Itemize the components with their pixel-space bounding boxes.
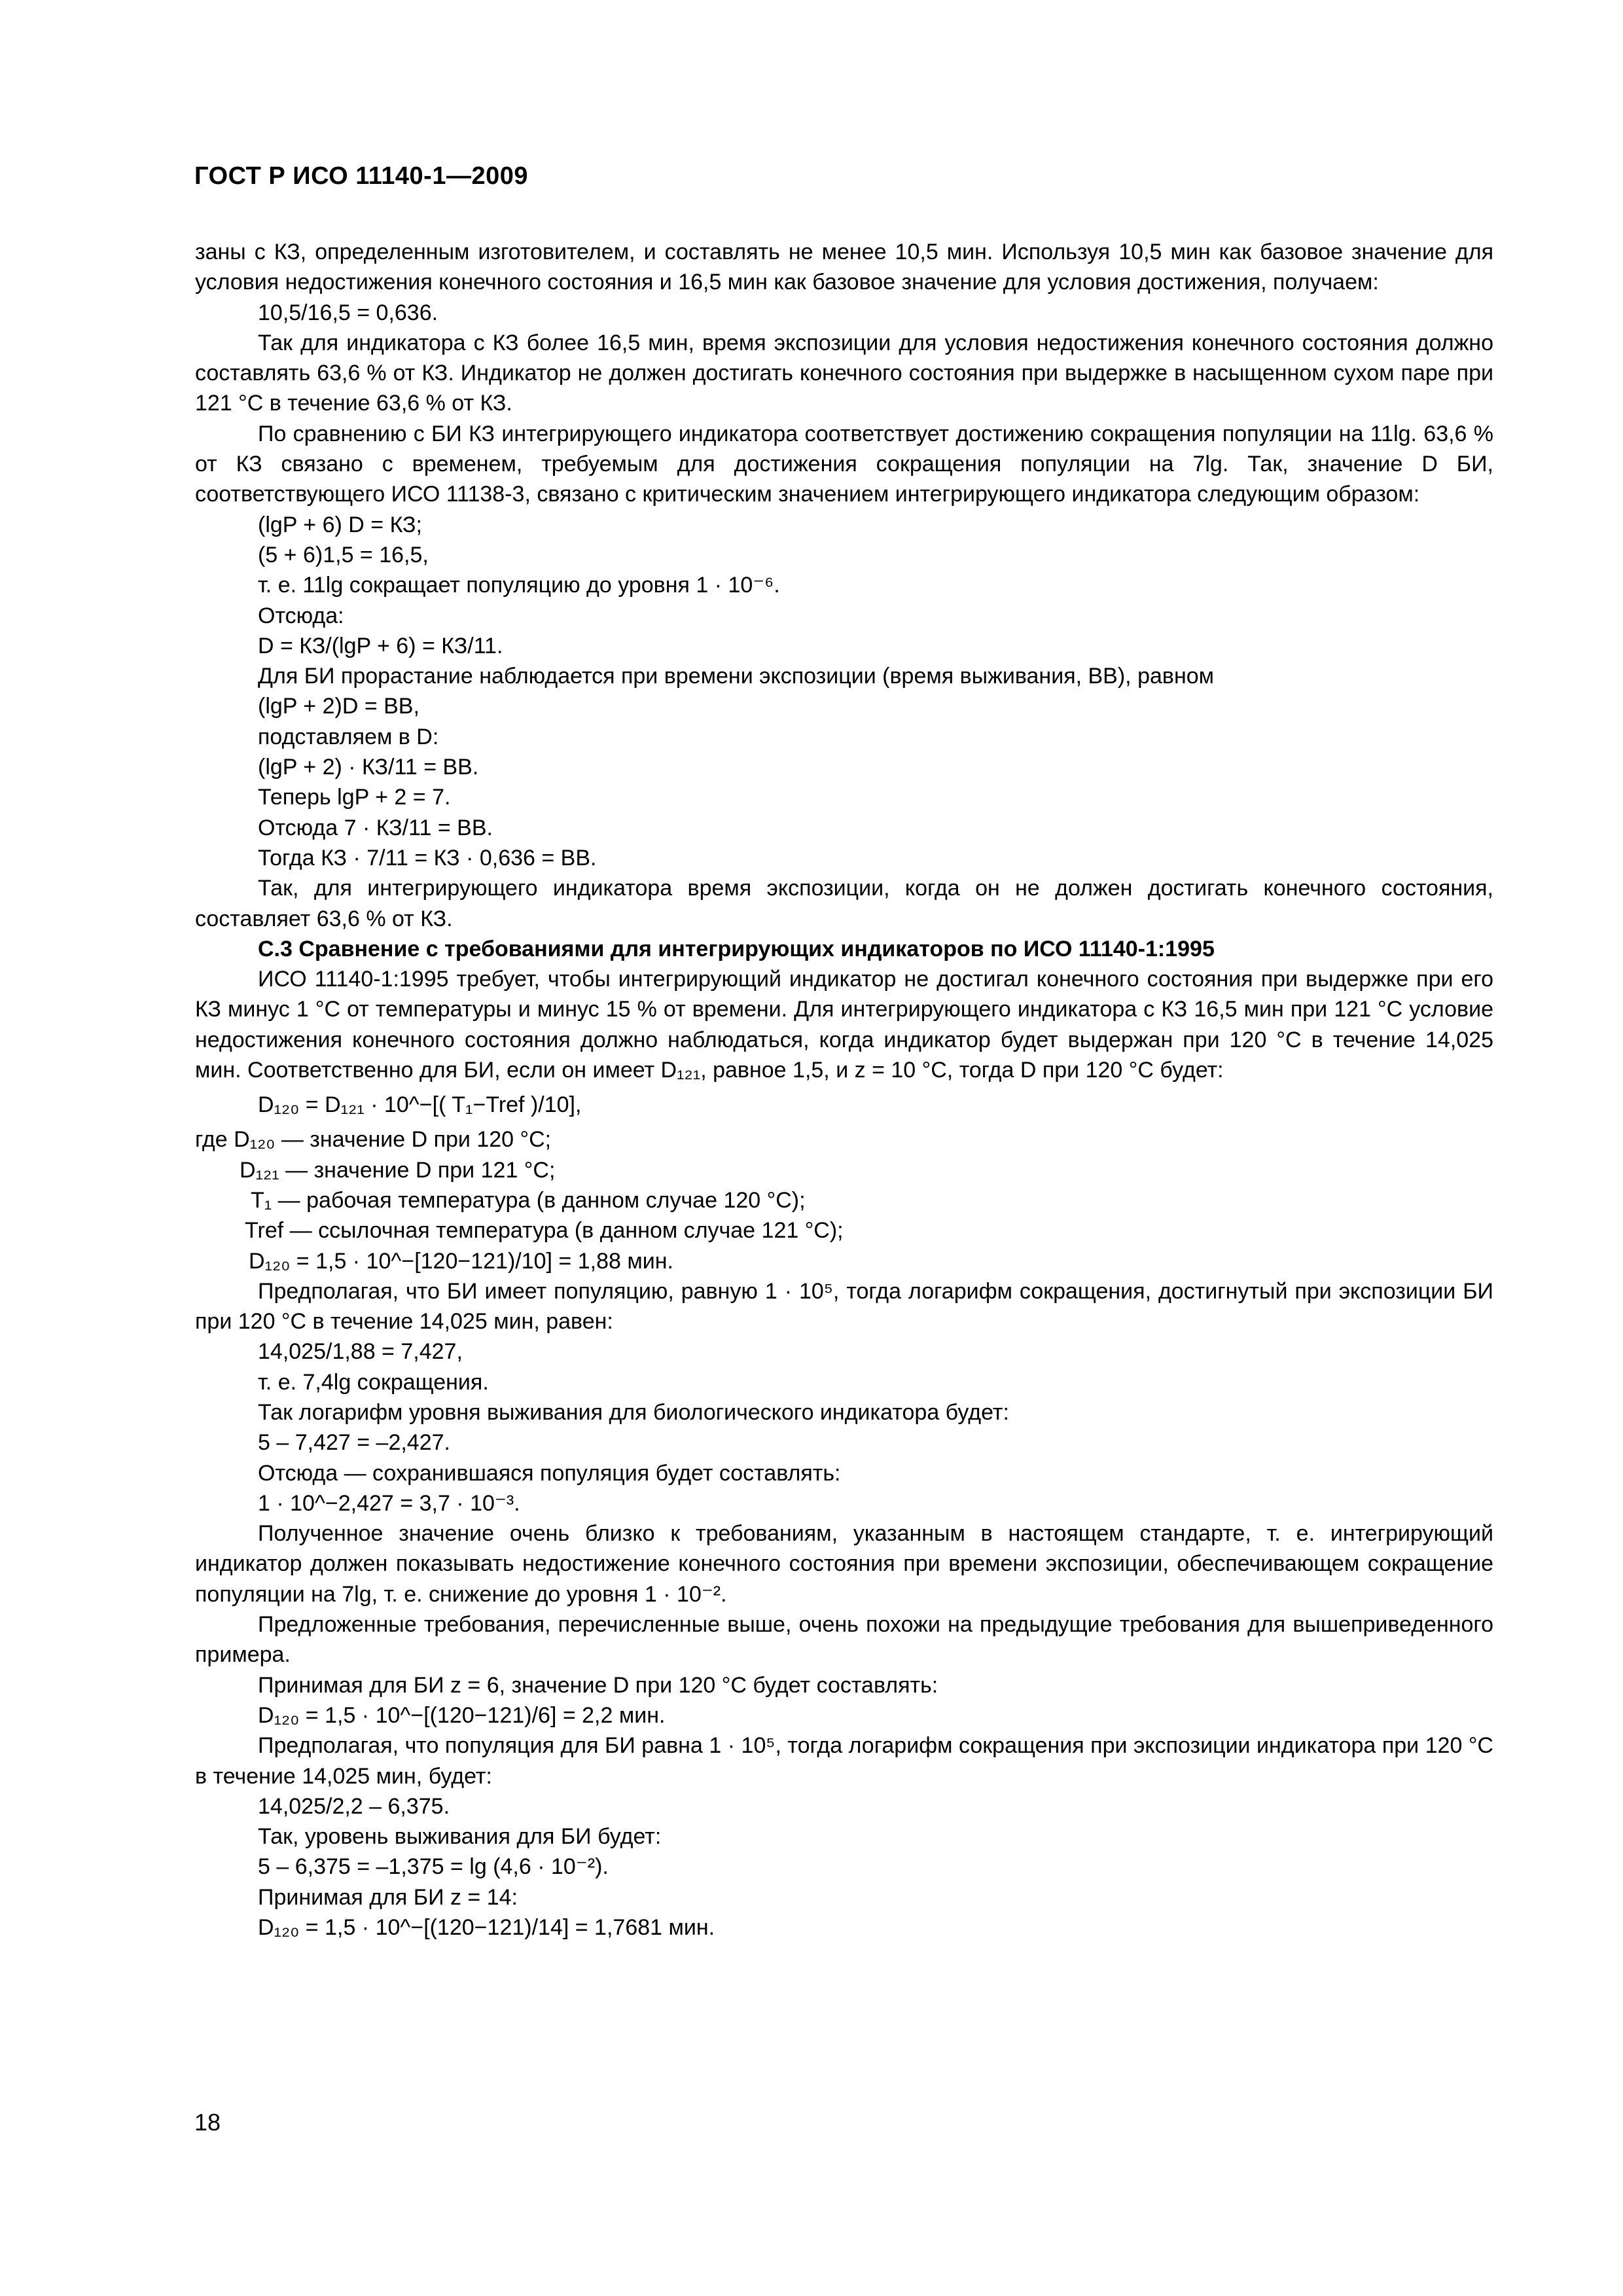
formula: D = КЗ/(lgP + 6) = КЗ/11. [258,633,503,658]
paragraph: заны с КЗ, определенным изготовителем, и составлять не менее 10,5 мин. Используя 10,5 мин как базовое значение для условия недостижения конечного состояния и 16,5 мин как базовое значение для условия достижения, получаем: [195,240,1493,295]
paragraph: Предполагая, что популяция для БИ равна 1 · 10⁵, тогда логарифм сокращения при экспозиции индикатора при 120 °С в течение 14,025 мин, будет: [195,1733,1493,1789]
paragraph: По сравнению с БИ КЗ интегрирующего индикатора соответствует достижению сокращения популяции на 11lg. 63,6 % от КЗ связано с временем, требуемым для достижения сокращения популяции на 7lg. Так, значение D БИ, соответствующего ИСО 11138-3, связано с критическим значением интегрирующего индикатора следующим образом: [195,421,1493,507]
formula: 5 – 6,375 = –1,375 = lg (4,6 · 10⁻²). [258,1854,609,1880]
formula: D₁₂₀ = 1,5 · 10^−[(120−121)/6] = 2,2 мин. [258,1702,666,1728]
paragraph: Так, для интегрирующего индикатора время экспозиции, когда он не должен достигать конечного состояния, составляет 63,6 % от КЗ. [195,876,1493,931]
formula-line: Принимая для БИ z = 14: [258,1884,518,1910]
formula-line: Отсюда: [258,603,344,628]
paragraph: Полученное значение очень близко к требованиям, указанным в настоящем стандарте, т. е. интегрирующий индикатор должен показывать недостижение конечного состояния при времени экспозиции, обеспечивающем сокращение популяции на 7lg, т. е. снижение до уровня 1 · 10⁻². [195,1521,1493,1607]
formula: 10,5/16,5 = 0,636. [258,300,438,325]
formula-line: Отсюда — сохранившаяся популяция будет составлять: [258,1460,841,1486]
formula-line: Для БИ прорастание наблюдается при времени экспозиции (время выживания, ВВ), равном [258,664,1215,689]
formula: (lgP + 6) D = КЗ; [258,512,422,537]
formula: (lgP + 2)D = ВВ, [258,694,419,719]
formula: (5 + 6)1,5 = 16,5, [258,542,429,567]
document-header: ГОСТ Р ИСО 11140-1—2009 [194,162,528,190]
formula: Теперь lgP + 2 = 7. [258,785,451,810]
paragraph: Так для индикатора с КЗ более 16,5 мин, время экспозиции для условия недостижения конечного состояния должно составлять 63,6 % от КЗ. Индикатор не должен достигать конечного состояния при выдержке в насыщенном сухом паре при 121 °С в течение 63,6 % от КЗ. [195,330,1493,416]
paragraph: ИСО 11140-1:1995 требует, чтобы интегрирующий индикатор не достигал конечного состояния при выдержке при его КЗ минус 1 °С от температуры и минус 15 % от времени. Для интегрирующего индикатора с КЗ 16,5 мин при 121 °С условие недостижения конечного состояния должно наблюдаться, когда индикатор будет выдержан при 120 °С в течение 14,025 мин. Соответственно для БИ, если он имеет D₁₂₁, равное 1,5, и z = 10 °С, тогда D при 120 °С будет: [195,967,1493,1083]
formula: D₁₂₀ = D₁₂₁ · 10^−[( T₁−Tref )/10], [258,1092,582,1118]
formula: 5 – 7,427 = –2,427. [258,1430,450,1456]
formula-line: т. е. 7,4lg сокращения. [258,1369,489,1395]
formula: 14,025/1,88 = 7,427, [258,1339,463,1365]
formula: Тогда КЗ · 7/11 = КЗ · 0,636 = ВВ. [258,845,597,870]
where-line: T₁ — рабочая температура (в данном случае 120 °С); [251,1187,806,1213]
formula: 1 · 10^−2,427 = 3,7 · 10⁻³. [258,1490,520,1516]
section-heading: С.3 Сравнение с требованиями для интегрирующих индикаторов по ИСО 11140-1:1995 [258,936,1215,961]
paragraph: Предложенные требования, перечисленные выше, очень похожи на предыдущие требования для вышеприведенного примера. [195,1612,1493,1668]
formula-line: подставляем в D: [258,724,439,749]
formula-line: Так логарифм уровня выживания для биологического индикатора будет: [258,1399,1009,1425]
formula: D₁₂₀ = 1,5 · 10^−[(120−121)/14] = 1,7681 мин. [258,1915,715,1941]
formula: Отсюда 7 · КЗ/11 = ВВ. [258,815,493,840]
formula: (lgP + 2) · КЗ/11 = ВВ. [258,755,479,780]
where-line: D₁₂₁ — значение D при 121 °С; [240,1157,556,1183]
page-number: 18 [194,2109,221,2136]
document-body [195,237,1493,1943]
where-line: где D₁₂₀ — значение D при 120 °С; [195,1127,552,1153]
formula-line: Принимая для БИ z = 6, значение D при 120 °С будет составлять: [258,1672,938,1698]
formula: D₁₂₀ = 1,5 · 10^−[120−121)/10] = 1,88 мин. [249,1248,673,1274]
formula: 14,025/2,2 – 6,375. [258,1793,450,1819]
formula-line: т. е. 11lg сокращает популяцию до уровня 1 · 10⁻⁶. [258,573,780,598]
where-line: Tref — ссылочная температура (в данном случае 121 °С); [245,1218,844,1244]
formula-line: Так, уровень выживания для БИ будет: [258,1824,662,1850]
paragraph: Предполагая, что БИ имеет популяцию, равную 1 · 10⁵, тогда логарифм сокращения, достигнутый при экспозиции БИ при 120 °С в течение 14,025 мин, равен: [195,1278,1493,1335]
